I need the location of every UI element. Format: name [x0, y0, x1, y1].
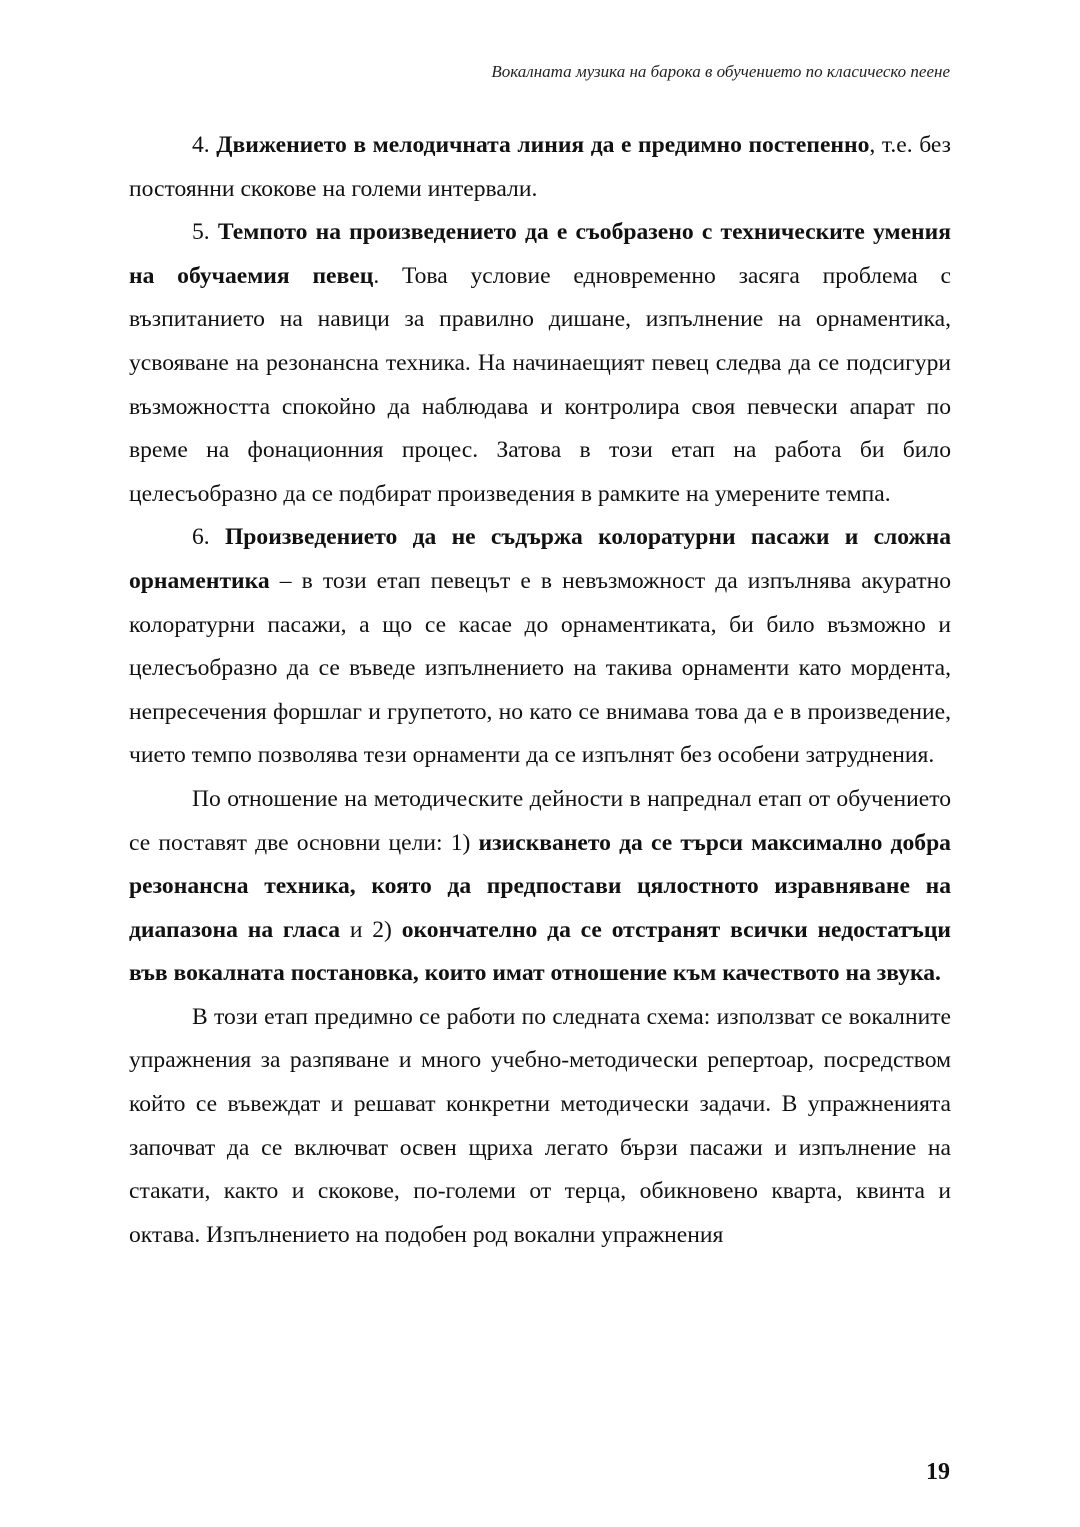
- text-segment: По отношение на методическите дейности в напреднал етап от обучението се поставят две основни цели: 1): [129, 785, 951, 856]
- text-segment: В този етап предимно се работи по следната схема: използват се вокалните упражнения за разпяване и много учебно-методически репертоар, посредством който се въвеждат и решават конкретни методически задачи. В упражненията започват да се включват освен щриха легато бързи пасажи и изпълнение на стакати, както и скокове, по-големи от терца, обикновено кварта, квинта и октава. Изпълнението на подобен род вокални упражнения: [129, 1003, 951, 1248]
- text-segment: 4.: [192, 132, 217, 158]
- page-number: 19: [926, 1459, 950, 1485]
- bold-text-segment: изискването да се търси максимално добра резонансна техника, която да предпостави цялостното изравняване на диапазона на гласа: [129, 829, 951, 943]
- paragraph: [129, 996, 951, 1258]
- text-segment: , т.е. без постоянни скокове на големи интервали.: [129, 132, 951, 202]
- text-segment: 5.: [192, 219, 218, 246]
- bold-text-segment: Произведението да не съдържа колоратурни пасажи и сложна орнаментика: [129, 524, 951, 594]
- text-segment: 6.: [192, 524, 225, 551]
- bold-text-segment: Темпото на произведението да е съобразено с техническите умения на обучаемия певец: [129, 219, 952, 289]
- bold-text-segment: окончателно да се отстранят всички недостатъци във вокалната постановка, които имат отношение към качеството на звука.: [129, 916, 952, 987]
- text-segment: – в този етап певецът е в невъзможност да изпълнява акуратно колоратурни пасажи, а що се касае до орнаментиката, би било възможно и целесъобразно да се въведе изпълнението на такива орнаменти като мордента, непресечения форшлаг и групетото, но като се внимава това да е в произведение, чието темпо позволява тези орнаменти да се изпълнят без особени затруднения.: [129, 567, 951, 769]
- running-header: Вокалната музика на барока в обучението по класическо пеене: [491, 62, 950, 81]
- paragraph: [129, 778, 951, 996]
- paragraph: [129, 516, 951, 778]
- paragraph: [129, 211, 951, 516]
- paragraph: [129, 124, 951, 211]
- body-text: [129, 124, 951, 1257]
- text-segment: и 2): [340, 916, 402, 943]
- text-segment: . Това условие едновременно засяга проблема с възпитанието на навици за правилно дишане, изпълнение на орнаментика, усвояване на резонансна техника. На начинаещият певец следва да се подсигури възможността спокойно да наблюдава и контролира своя певчески апарат по време на фонационния процес. Затова в този етап на работа би било целесъобразно да се подбират произведения в рамките на умерените темпа.: [129, 262, 951, 507]
- bold-text-segment: Движението в мелодичната линия да е предимно постепенно: [216, 132, 870, 158]
